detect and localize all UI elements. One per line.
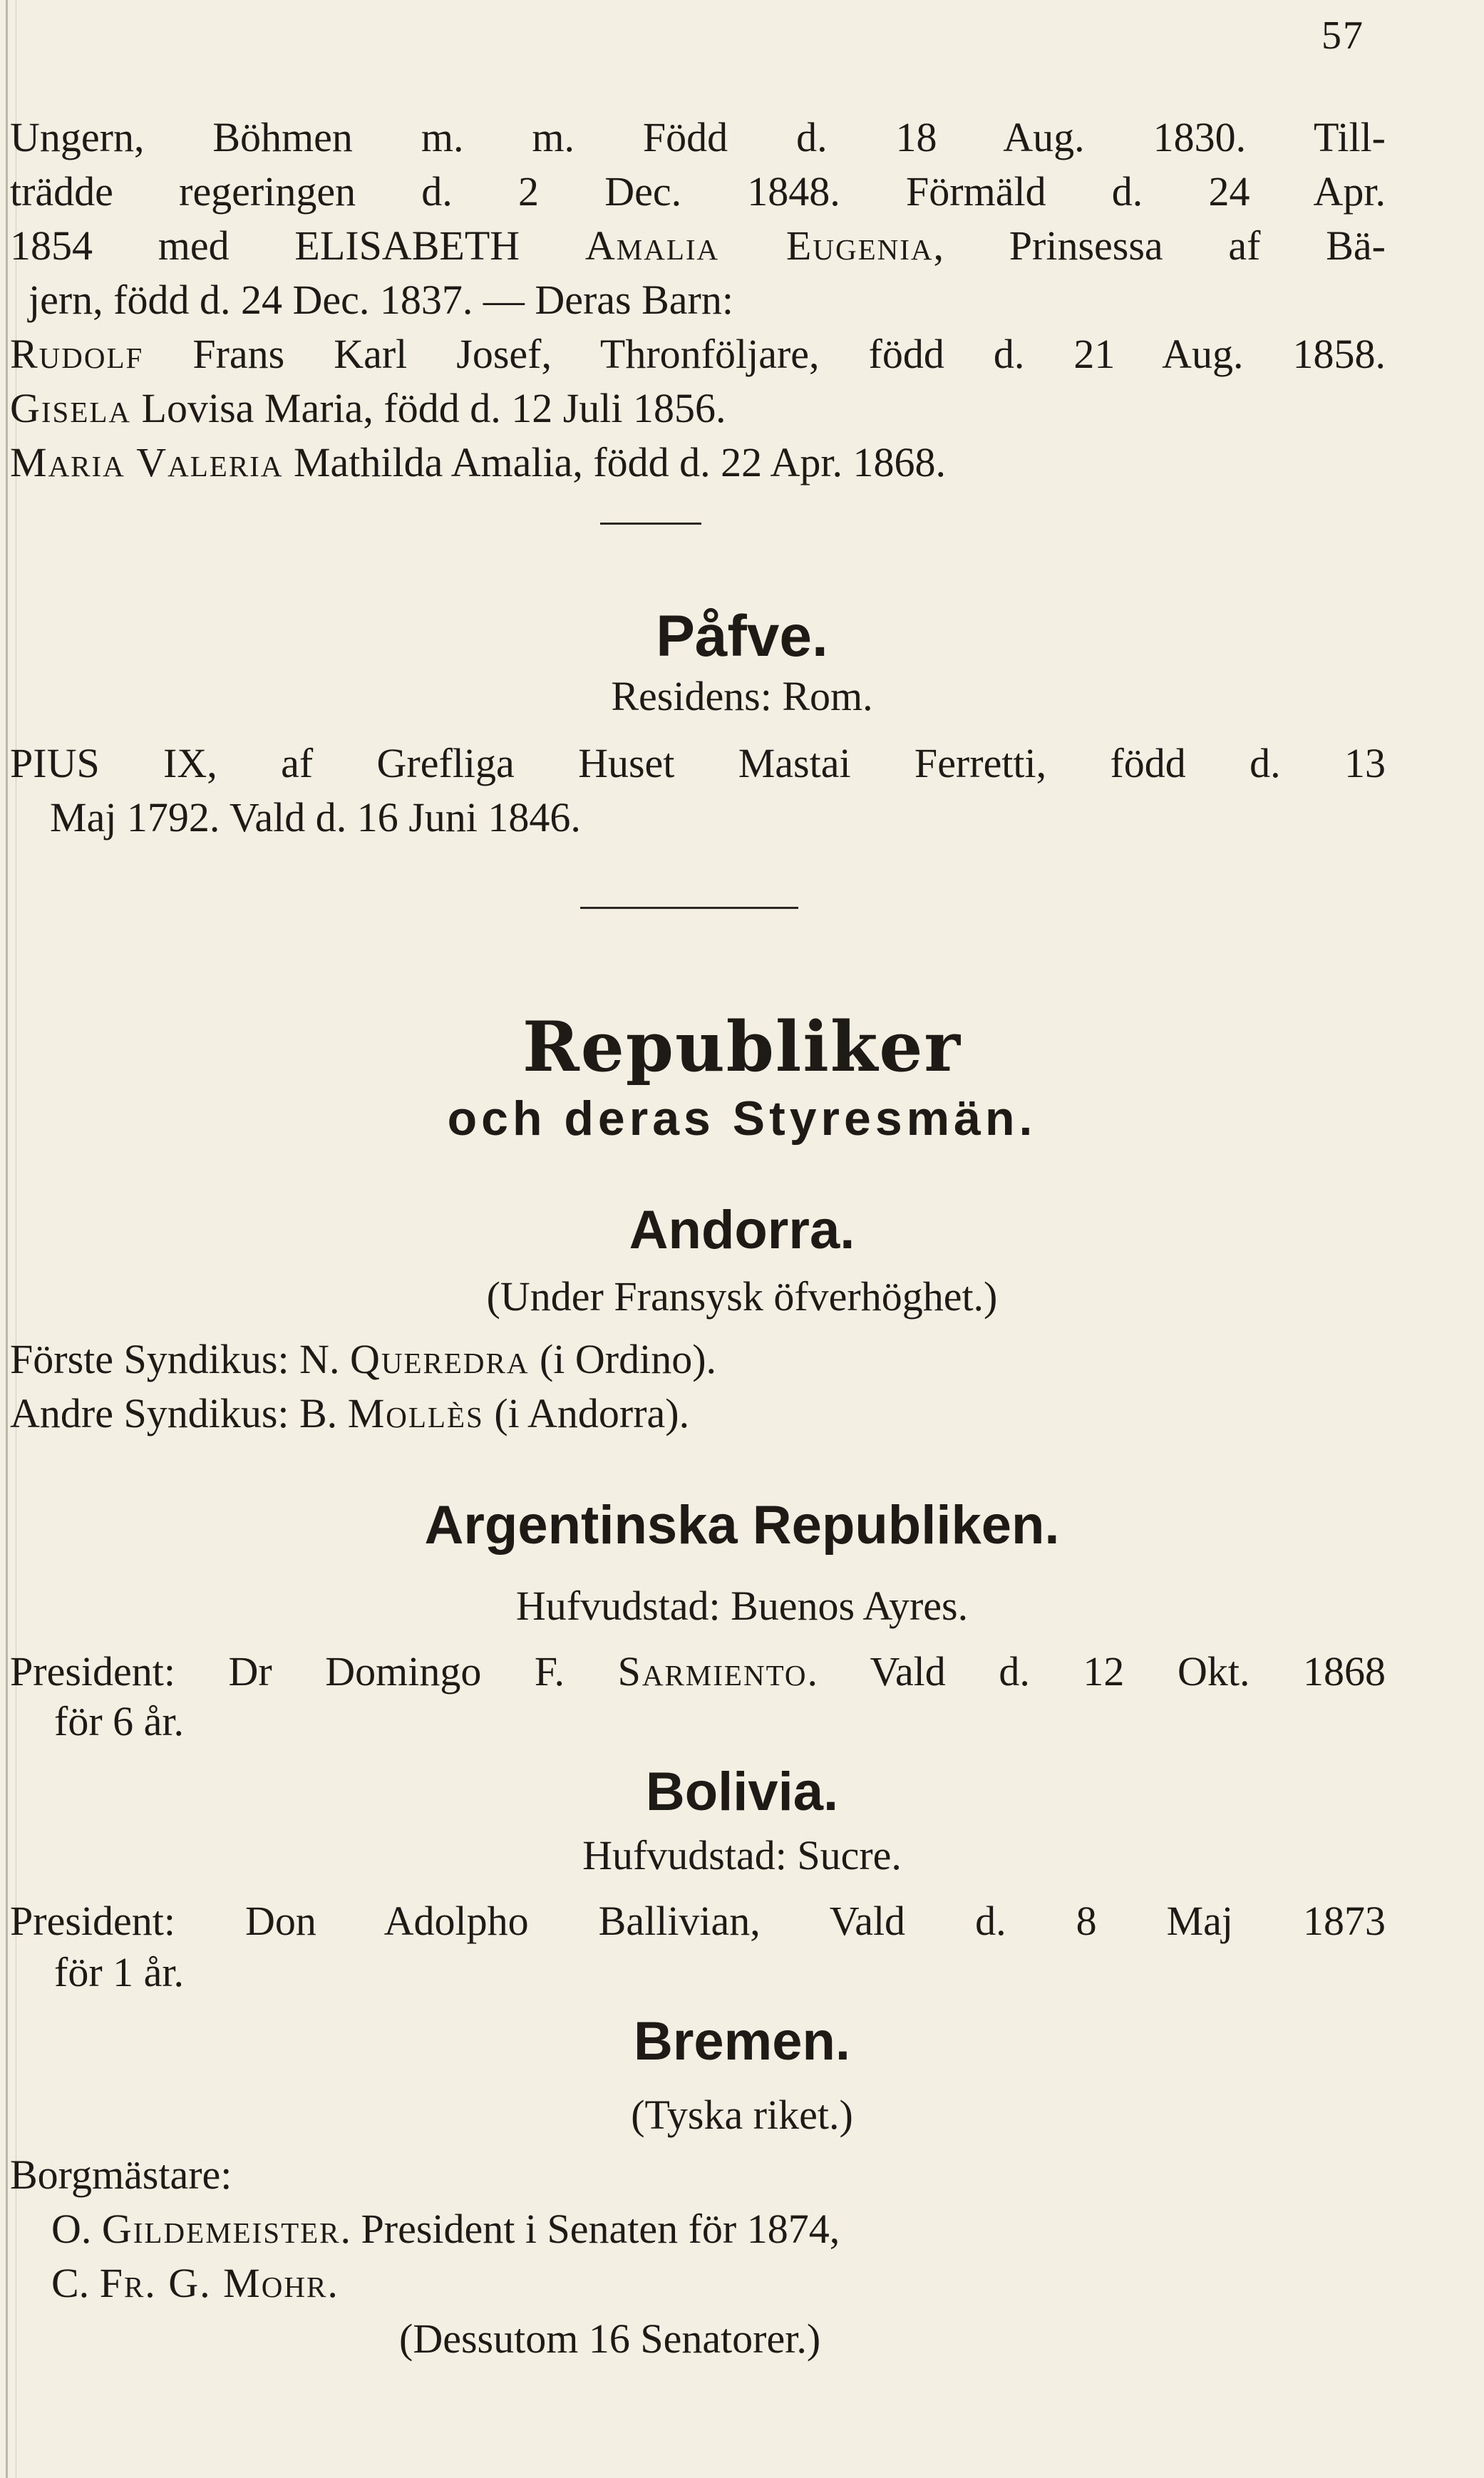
austria-line-2: trädde regeringen d. 2 Dec. 1848. Förmäld d. 24 Apr. xyxy=(10,168,1386,215)
argentina-president-name: Sarmiento xyxy=(617,1648,808,1695)
page-number: 57 xyxy=(1321,14,1364,58)
pope-heading: Påfve. xyxy=(656,604,828,669)
andorra-first-syndic-name: Queredra xyxy=(349,1336,530,1382)
pope-residence: Residens: Rom. xyxy=(611,673,873,719)
child-rudolf-name: Rudolf xyxy=(10,331,144,377)
austria-line-1: Ungern, Böhmen m. m. Född d. 18 Aug. 1830. Till- xyxy=(10,114,1386,160)
child-rudolf-text: Frans Karl Josef, Thronföljare, född d. 21 Aug. 1858. xyxy=(143,331,1386,377)
austria-line-3a: 1854 med ELISABETH xyxy=(10,222,585,269)
bremen-mayor-2-initial: C. xyxy=(51,2260,100,2306)
bolivia-president: President: Don Adolpho Ballivian, Vald d. 8 Maj 1873 xyxy=(10,1898,1386,1944)
andorra-first-syndic-label: Förste Syndikus: N. xyxy=(10,1336,350,1382)
argentina-president xyxy=(10,1647,1386,1697)
bremen-mayor-1-role: . President i Senaten för 1874, xyxy=(340,2206,840,2252)
bolivia-term: för 1 år. xyxy=(54,1949,184,1995)
child-gisela-name: Gisela xyxy=(10,385,132,431)
argentina-term: för 6 år. xyxy=(54,1698,184,1744)
bremen-senators-note: (Dessutom 16 Senatorer.) xyxy=(399,2315,821,2362)
andorra-second-syndic xyxy=(10,1389,689,1439)
child-gisela-text: Lovisa Maria, född d. 12 Juli 1856. xyxy=(131,385,726,431)
bremen-mayor-2-name: Fr. G. Mohr xyxy=(99,2260,328,2306)
argentina-heading: Argentinska Republiken. xyxy=(424,1495,1060,1556)
bremen-mayor-2 xyxy=(51,2258,338,2308)
bremen-note: (Tyska riket.) xyxy=(631,2092,853,2138)
andorra-first-syndic-place: (i Ordino). xyxy=(529,1336,717,1382)
andorra-second-syndic-label: Andre Syndikus: B. xyxy=(10,1390,348,1436)
andorra-second-syndic-place: (i Andorra). xyxy=(483,1390,690,1436)
bremen-mayor-1-initial: O. xyxy=(51,2206,102,2252)
separator-rule-long xyxy=(580,907,798,909)
separator-rule-short xyxy=(600,523,701,525)
bremen-heading: Bremen. xyxy=(633,2011,851,2072)
andorra-heading: Andorra. xyxy=(629,1200,855,1260)
bremen-mayor-2-end: . xyxy=(327,2260,338,2306)
bremen-mayors-label: Borgmästare: xyxy=(10,2151,232,2198)
child-maria-valeria xyxy=(10,438,946,488)
bolivia-capital: Hufvudstad: Sucre. xyxy=(582,1832,902,1878)
child-rudolf xyxy=(10,329,1386,379)
austria-line-4: jern, född d. 24 Dec. 1837. — Deras Barn: xyxy=(29,277,733,323)
argentina-capital: Hufvudstad: Buenos Ayres. xyxy=(515,1583,969,1629)
austria-line-3 xyxy=(10,221,1386,271)
andorra-note: (Under Fransysk öfverhöghet.) xyxy=(486,1273,998,1320)
argentina-president-term: . Vald d. 12 Okt. 1868 xyxy=(807,1648,1386,1695)
pope-line-1: PIUS IX, af Grefliga Huset Mastai Ferretti, född d. 13 xyxy=(10,740,1386,786)
bremen-mayor-1 xyxy=(51,2204,840,2254)
empress-names: Amalia Eugenia xyxy=(584,222,934,269)
republics-heading: Republiker xyxy=(522,1007,962,1087)
pope-line-2: Maj 1792. Vald d. 16 Juni 1846. xyxy=(50,794,581,840)
republics-subheading: och deras Styresmän. xyxy=(447,1091,1037,1146)
bolivia-heading: Bolivia. xyxy=(645,1762,839,1822)
child-gisela xyxy=(10,384,726,433)
argentina-president-label: President: Dr Domingo F. xyxy=(10,1648,618,1695)
austria-line-3c: , Prinsessa af Bä- xyxy=(933,222,1386,269)
andorra-first-syndic xyxy=(10,1335,716,1384)
andorra-second-syndic-name: Mollès xyxy=(347,1390,484,1436)
child-maria-valeria-name: Maria Valeria xyxy=(10,439,284,485)
bremen-mayor-1-name: Gildemeister xyxy=(101,2206,341,2252)
child-maria-valeria-text: Mathilda Amalia, född d. 22 Apr. 1868. xyxy=(283,439,946,485)
